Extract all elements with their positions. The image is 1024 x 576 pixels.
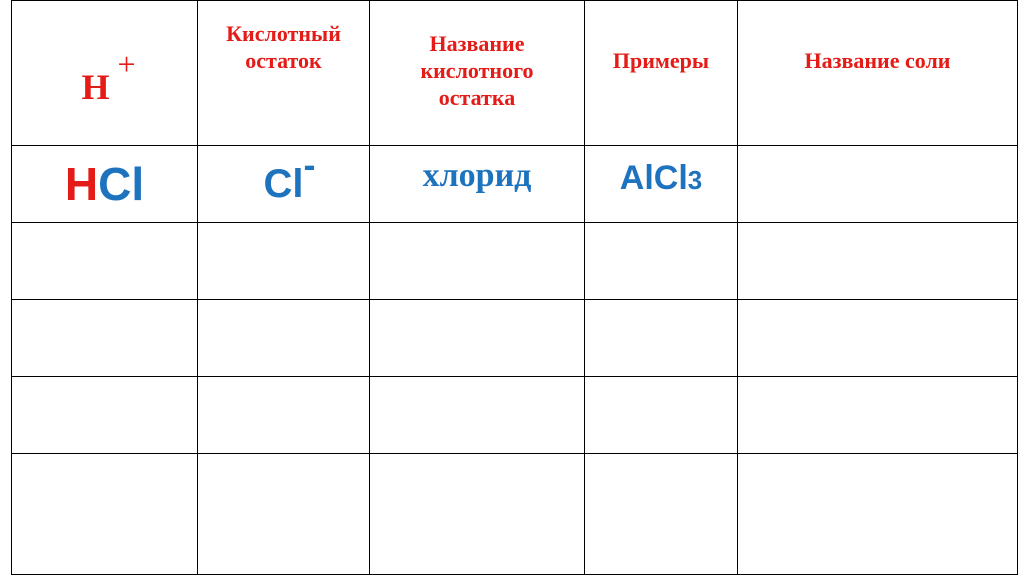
table-cell — [12, 300, 198, 377]
table-row — [12, 223, 1018, 300]
table-cell — [370, 300, 585, 377]
acid-rest: Cl — [98, 158, 145, 210]
cell-ion — [198, 143, 370, 223]
table-cell — [585, 300, 738, 377]
table-cell — [738, 377, 1018, 454]
header-acid-residue-line2: остаток — [245, 48, 322, 73]
header-residue-name-line2: кислотного — [420, 57, 534, 83]
table-cell — [198, 454, 370, 575]
header-residue-name — [370, 1, 585, 146]
h-symbol: H — [81, 67, 110, 107]
table-row-hcl — [12, 146, 1018, 223]
cell-example — [585, 146, 738, 223]
table-row — [12, 300, 1018, 377]
header-residue-name-line1: Название — [429, 30, 525, 56]
header-h-plus — [12, 1, 198, 146]
header-acid-residue — [198, 1, 370, 146]
cell-residue-name: хлорид — [370, 146, 585, 223]
header-row — [12, 1, 1018, 146]
header-residue-name-line3: остатка — [438, 84, 516, 110]
table-cell — [370, 223, 585, 300]
table-cell — [370, 454, 585, 575]
table-cell — [738, 300, 1018, 377]
table-row — [12, 454, 1018, 575]
table-cell — [198, 223, 370, 300]
table-cell — [585, 223, 738, 300]
table-cell — [12, 223, 198, 300]
header-examples: Примеры — [585, 1, 738, 146]
acid-residue-table — [11, 0, 1018, 575]
table-cell — [198, 300, 370, 377]
table-cell — [370, 377, 585, 454]
cell-salt-name — [738, 146, 1018, 223]
table-cell — [12, 377, 198, 454]
header-salt-name: Название соли — [738, 1, 1018, 146]
table-cell — [738, 454, 1018, 575]
acid-h: H — [64, 158, 99, 210]
table-cell — [585, 377, 738, 454]
ion-charge: - — [303, 143, 316, 185]
table-cell — [585, 454, 738, 575]
ion-symbol: Cl — [263, 161, 304, 206]
table-cell — [198, 377, 370, 454]
table-cell — [738, 223, 1018, 300]
table-row — [12, 377, 1018, 454]
header-acid-residue-line1: Кислотный — [226, 21, 341, 46]
example-sub: 3 — [687, 164, 703, 195]
h-charge: + — [117, 46, 136, 82]
cell-acid-formula — [12, 146, 198, 223]
example-main: AlCl — [619, 158, 688, 197]
table-cell — [12, 454, 198, 575]
